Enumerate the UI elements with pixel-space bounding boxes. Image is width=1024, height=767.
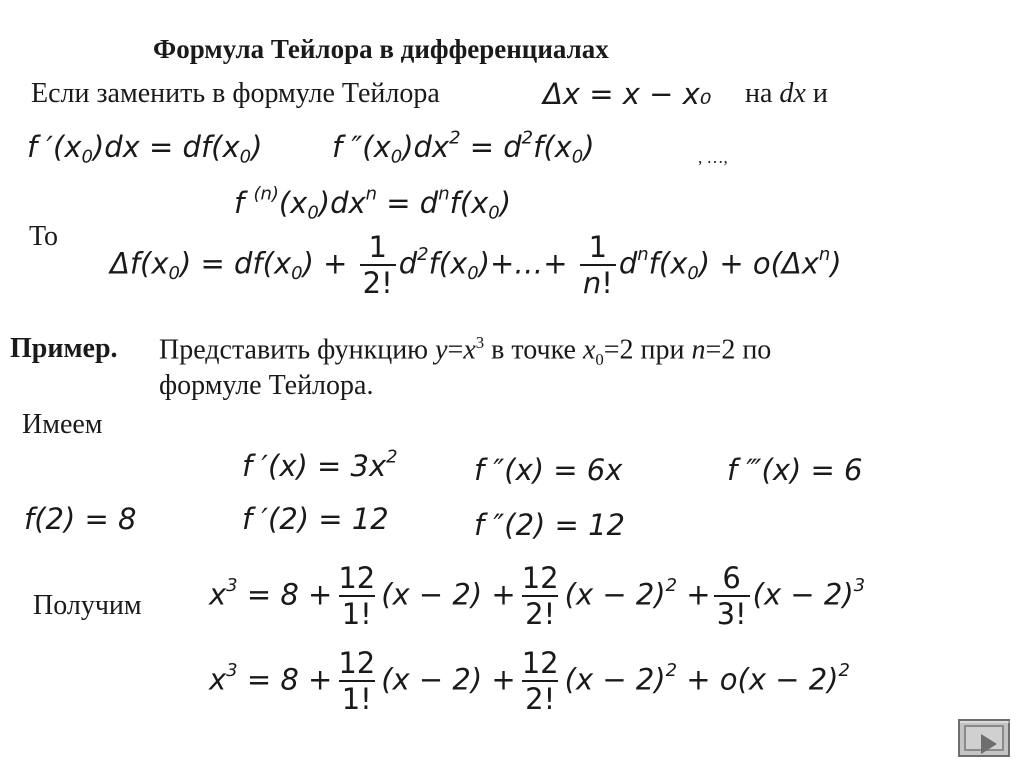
- example-y: y: [435, 334, 448, 366]
- formula-f2-at-2: f ″(2) = 12: [474, 508, 625, 542]
- formula-f1-at-2: f ′(2) = 12: [242, 502, 389, 536]
- example-text-b: в точке: [484, 334, 583, 366]
- example-text-a: Представить функцию: [159, 334, 436, 366]
- formula-derivative-3: f ‴(x) = 6: [727, 453, 863, 487]
- fraction-one-over-two-factorial: $\frac{1}{2!}$: [360, 232, 396, 299]
- next-slide-button[interactable]: [958, 719, 1010, 757]
- example-exp: 3: [475, 333, 485, 352]
- fraction-one-over-n-factorial: $\frac{1}{n!}$: [580, 232, 616, 299]
- then-word: То: [29, 221, 58, 252]
- fraction-6-over-3: $\frac{6}{3!}$: [714, 563, 750, 630]
- formula-second-differential: f $''(x_0)dx^2 = d^2f(x_0)$: [332, 127, 595, 168]
- fraction-12-over-1-b: $\frac{12}{1!}$: [338, 646, 376, 717]
- formula-first-differential: f $'(x_0)dx = df(x_0)$: [27, 130, 263, 168]
- next-slide-button-highlight: [960, 721, 1012, 723]
- example-x: x: [463, 334, 476, 366]
- play-arrow-icon: [981, 734, 997, 754]
- intro-text: Если заменить в формуле Тейлора: [31, 78, 440, 109]
- intro-suffix-dx: dx: [779, 78, 806, 109]
- slide-title: Формула Тейлора в дифференциалах: [153, 34, 609, 64]
- get-word: Получим: [33, 590, 142, 621]
- formula-derivative-2: f ″(x) = 6x: [474, 453, 623, 487]
- formula-nth-differential: f $^{(n)}(x_0)dx^n = d^nf(x_0)$: [234, 183, 512, 224]
- example-text-c: =2 при: [603, 334, 692, 366]
- fraction-12-over-1: $\frac{12}{1!}$: [338, 561, 376, 632]
- formula-f-at-2: f(2) = 8: [24, 502, 137, 536]
- next-slide-button-face: [964, 725, 1004, 751]
- example-x0: x: [582, 334, 596, 366]
- example-x0-sub: 0: [595, 349, 604, 369]
- example-line-1: [159, 333, 771, 370]
- fraction-12-over-2: $\frac{12}{2!}$: [521, 561, 559, 632]
- example-n: n: [691, 334, 706, 366]
- intro-suffix-word: на: [745, 78, 780, 109]
- intro-suffix-and: и: [805, 78, 828, 109]
- intro-suffix: [745, 78, 828, 110]
- example-label: Пример.: [10, 333, 118, 364]
- formula-result-truncated: $x^3 = 8$ + $\frac{12}{1!}$ (x − 2) + $\frac{12}{2!}$ $(x - 2)^2 + o(x - 2)^2$: [209, 646, 850, 717]
- example-text-d: =2 по: [705, 334, 772, 366]
- example-line-2: формуле Тейлора.: [159, 370, 374, 401]
- formula-result-full: $x^3 = 8$ + $\frac{12}{1!}$ (x − 2) + $\frac{12}{2!}$ $(x - 2)^2$ + $\frac{6}{3!}$ $(x - 2)^3$: [209, 561, 866, 632]
- intro-formula: [543, 77, 712, 111]
- ellipsis-text: , …,: [698, 148, 728, 167]
- example-eq: =: [447, 334, 464, 366]
- formula-derivative-1: f $'(x) = 3x^2$: [242, 446, 398, 483]
- intro-formula-text: Δx = x − x₀: [543, 77, 712, 111]
- have-word: Имеем: [22, 409, 103, 440]
- formula-taylor-differentials: $\Delta f(x_0) = df(x_0)$ + $\frac{1}{2!}$ $d^2f(x_0)+\dots+$ $\frac{1}{n!}$ $d^nf(x_0) + o(\Delta x^n)$: [110, 230, 842, 301]
- fraction-12-over-2-b: $\frac{12}{2!}$: [521, 646, 559, 717]
